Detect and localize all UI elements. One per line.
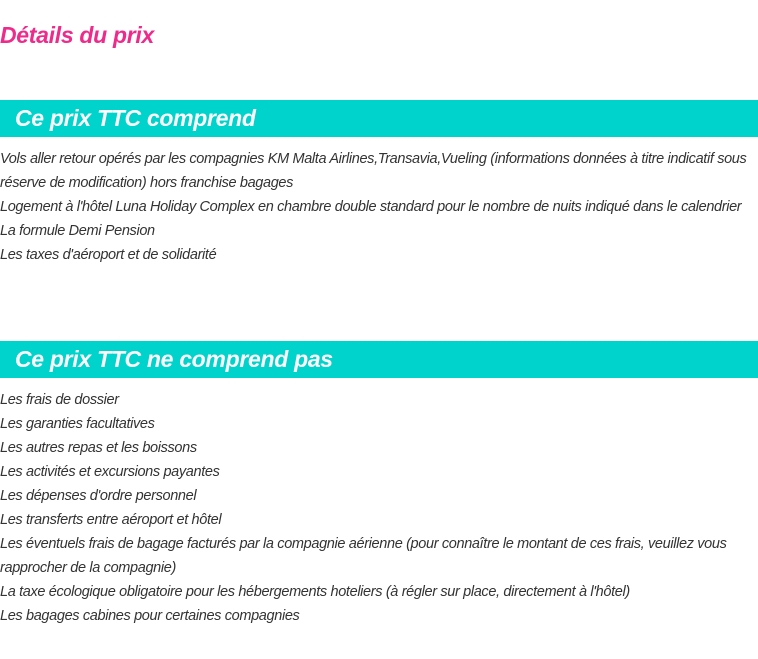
list-item: La taxe écologique obligatoire pour les hébergements hoteliers (à régler sur place, directement à l'hôtel)	[0, 584, 630, 600]
list-item: Les bagages cabines pour certaines compagnies	[0, 608, 300, 624]
list-item: Logement à l'hôtel Luna Holiday Complex en chambre double standard pour le nombre de nuits indiqué dans le calendrier	[0, 199, 742, 215]
included-list	[0, 147, 750, 267]
excluded-list	[0, 388, 750, 628]
included-heading: Ce prix TTC comprend	[15, 105, 256, 131]
page-title: Détails du prix	[0, 22, 154, 48]
list-item: La formule Demi Pension	[0, 223, 155, 239]
list-item: Les dépenses d'ordre personnel	[0, 488, 197, 504]
list-item: Les activités et excursions payantes	[0, 464, 220, 480]
list-item: Les taxes d'aéroport et de solidarité	[0, 247, 217, 263]
list-item: Vols aller retour opérés par les compagnies KM Malta Airlines,Transavia,Vueling (informations données à titre indicatif sous réserve de modification) hors franchise bagages	[0, 151, 747, 191]
excluded-heading: Ce prix TTC ne comprend pas	[15, 346, 333, 372]
list-item: Les éventuels frais de bagage facturés par la compagnie aérienne (pour connaître le montant de ces frais, veuillez vous rapprocher de la compagnie)	[0, 536, 727, 576]
list-item: Les garanties facultatives	[0, 416, 155, 432]
list-item: Les transferts entre aéroport et hôtel	[0, 512, 222, 528]
included-section-header	[0, 100, 758, 137]
list-item: Les frais de dossier	[0, 392, 119, 408]
excluded-section-header	[0, 341, 758, 378]
list-item: Les autres repas et les boissons	[0, 440, 197, 456]
